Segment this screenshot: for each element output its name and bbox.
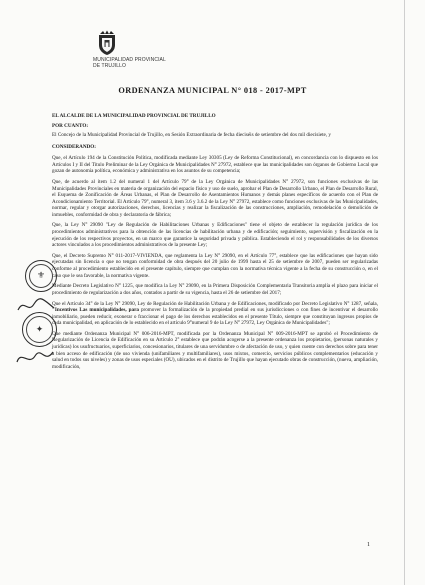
paragraph-6-part-a: Que el Artículo 34° de la Ley N° 29090, Ley de Regulación de Habilitación Urbana y de Edificaciones, modificado por Decreto Legislativo N° 1287, señala, — [52, 300, 378, 307]
page-number: 1 — [367, 542, 370, 548]
paragraph-1: Que, el Artículo 194 de la Constitución Política, modificada mediante Ley 30305 (Ley de Reforma Constitucional), en concordancia con lo dispuesto en los Artículos I y II del Título Preliminar de la Ley Orgánica de Municipalidades N° 27972, establece que las municipalidades son órganos de Gobierno Local que gozan de autonomía política, económica y administrativa en los asuntos de su competencia; — [52, 155, 378, 175]
paragraph-6-part-b: "Incentivos Las municipalidades, para — [52, 307, 139, 314]
paragraph-2: Que, de acuerdo al ítem 1.2 del numeral 1 del Artículo 79° de la Ley Orgánica de Municipalidades N° 27972, son funciones exclusivas de las Municipalidades Provinciales en materia de organización del espacio físico y uso de suelo, aprobar el Plan de Desarrollo Urbano, el Plan de Desarrollo Rural, el Esquema de Zonificación de Áreas Urbanas, el Plan de Desarrollo de Asentamientos Humanos y demás planes específicos de acuerdo con el Plan de Acondicionamiento Territorial. El Artículo 79°, numeral 3, ítem 3.6 y 3.6.2 de la Ley N° 27972, establece como funciones exclusivas de las Municipalidades, normar, regular y otorgar autorizaciones, derechos, licencias y realizar la fiscalización de las construcciones, ampliación, remodelación o demolición de inmuebles, conformidad de obra y declaratoria de fábrica; — [52, 179, 378, 218]
ordinance-title: ORDENANZA MUNICIPAL N° 018 - 2017-MPT — [118, 86, 307, 95]
entity-name — [93, 57, 166, 69]
paragraph-7: Que mediante Ordenanza Municipal N° 006-2016-MPT, modificada por la Ordenanza Municipal N° 009-2016-MPT se aprobó el Procedimiento de Regularización de Licencia de Edificación en su Artículo 2° establece que podrán acogerse a la presente ordenanza los propietarios, (personas naturales y jurídicas) los usufructuarios, superficiarios, concesionarios, titulares de una servidumbre o de afectación de uso, y quien cuente con derechos sobre para tener a bien acceso de edificación (de uso vivienda (unifamiliares y multifamiliares), usos mixtos, comercio, servicios públicos complementarios (educación y salud en todos sus niveles) y zonas de usos especiales (OU), ubicados en el distrito de Trujillo que hayan ejecutado obras de construcción, (nueva, ampliación, modificación, — [52, 330, 378, 370]
paragraph-5: Mediante Decreto Legislativo N° 1225, que modifica la Ley N° 29090, en la Primera Disposición Complementaria Transitoria amplía el plazo para iniciar el procedimiento de regularización a dos años, contados a partir de su vigencia, hasta el 26 de setiembre del 2017; — [52, 283, 378, 296]
paragraph-6-part-c: promover la formalización de la propiedad predial en sus jurisdicciones o con fines de incentivar el desarrollo inmobiliario, pueden reducir, exonerar o fraccionar el pago de los derechos establecidos en el presente Título, siempre que constituyan ingresos propios de cada municipalidad, en aplicación de lo establecido en el artículo 9°numeral 9 de la Ley N° 27972, Ley Orgánica de Municipalidades"; — [52, 307, 378, 327]
secretaria-seal-stamp — [22, 312, 57, 347]
por-cuanto-heading: POR CUANTO: — [52, 122, 89, 129]
paragraph-3: Que, la Ley N° 29090 "Ley de Regulación de Habilitaciones Urbanas y Edificaciones" tiene el objeto de establecer la regulación jurídica de los procedimientos administrativos para la obtención de las licencias de habilitación urbana y de edificación; seguimiento, supervisión y fiscalización en la ejecución de los respectivos proyectos, en un marco que garantice la seguridad privada y pública. Estableciendo el rol y responsabilidades de los diversos actores vinculados a los procedimientos administrativos de la presente Ley; — [52, 222, 378, 249]
considerando-heading: CONSIDERANDO: — [52, 143, 96, 150]
municipal-seal-stamp — [25, 260, 57, 292]
seal-emblem-icon: ✦ — [35, 324, 44, 335]
authority-heading: EL ALCALDE DE LA MUNICIPALIDAD PROVINCIAL DE TRUJILLO — [52, 113, 216, 119]
intro-paragraph: El Concejo de la Municipalidad Provincial de Trujillo, en Sesión Extraordinaria de fecha dieciséis de setiembre del dos mil diecisiete, y — [52, 132, 331, 139]
signature-mark-2 — [14, 346, 56, 368]
municipal-crest-icon — [96, 30, 118, 56]
paragraph-6 — [52, 301, 378, 327]
entity-name-line1: MUNICIPALIDAD PROVINCIAL — [93, 57, 166, 63]
entity-name-line2: DE TRUJILLO — [93, 63, 126, 69]
document-body — [52, 110, 378, 374]
paragraph-4: Que, el Decreto Supremo N° 011-2017-VIVIENDA, que reglamenta la Ley N° 29090, en el Artículo 77°, establece que las edificaciones que hayan sido ejecutadas sin licencia o que no tengan conformidad de obra después del 20 julio de 1999 hasta el 25 de setiembre de 2007, pueden ser regularizadas conforme al procedimiento establecido en el presente capítulo, siempre que cumplan con la normativa técnica vigente a la fecha de su construcción o, en el caso que le sea favorable, la normativa vigente. — [52, 252, 378, 279]
seal-emblem-icon: ⚜ — [36, 271, 46, 281]
